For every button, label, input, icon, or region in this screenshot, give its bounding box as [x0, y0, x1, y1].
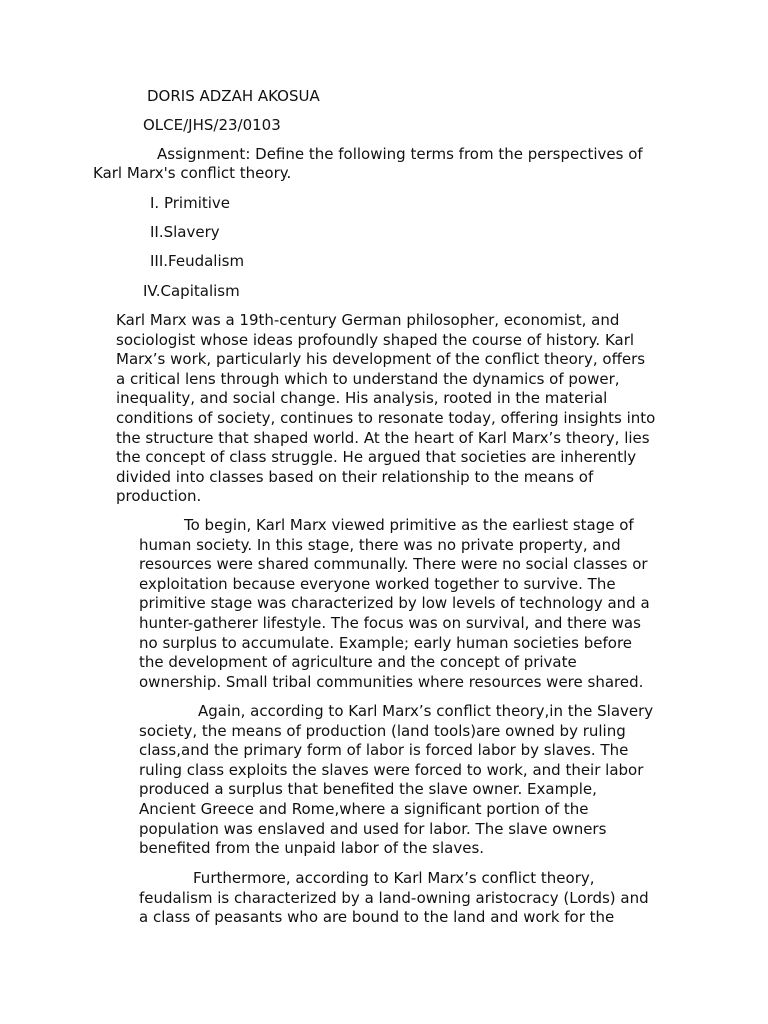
assignment-line-2: Karl Marx's conflict theory. [93, 164, 292, 182]
term-item-capitalism: IV.Capitalism [143, 282, 240, 300]
author-name: DORIS ADZAH AKOSUA [147, 87, 320, 105]
term-item-feudalism: III.Feudalism [150, 252, 245, 270]
primitive-paragraph: To begin, Karl Marx viewed primitive as the earliest stage of human society. In this stage, there was no private property, and resources were shared communally. There were no social classes or exploitation because everyone worked together to survive. The primitive stage was characterized by low levels of technology and a hunter-gatherer lifestyle. The focus was on survival, and there was no surplus to accumulate. Example; early human societies before the development of agriculture and the concept of private ownership. Small tribal communities where resources were shared. [139, 516, 650, 691]
assignment-line-1: Assignment: Define the following terms from the perspectives of [157, 145, 643, 163]
feudalism-paragraph: Furthermore, according to Karl Marx’s conflict theory, feudalism is characterized by a land-owning aristocracy (Lords) and a class of peasants who are bound to the land and work for the [139, 869, 649, 927]
student-id: OLCE/JHS/23/0103 [143, 116, 281, 134]
intro-paragraph: Karl Marx was a 19th-century German philosopher, economist, and sociologist whose ideas profoundly shaped the course of history. Karl Marx’s work, particularly his development of the conflict theory, offers a critical lens through which to understand the dynamics of power, inequality, and social change. His analysis, rooted in the material conditions of society, continues to resonate today, offering insights into the structure that shaped world. At the heart of Karl Marx’s theory, lies the concept of class struggle. He argued that societies are inherently divided into classes based on their relationship to the means of production. [116, 311, 656, 506]
term-item-primitive: I. Primitive [150, 194, 231, 212]
slavery-paragraph: Again, according to Karl Marx’s conflict theory,in the Slavery society, the means of production (land tools)are owned by ruling class,and the primary form of labor is forced labor by slaves. The ruling class exploits the slaves were forced to work, and their labor produced a surplus that benefited the slave owner. Example, Ancient Greece and Rome,where a significant portion of the population was enslaved and used for labor. The slave owners benefited from the unpaid labor of the slaves. [139, 702, 654, 858]
term-item-slavery: II.Slavery [150, 223, 220, 241]
